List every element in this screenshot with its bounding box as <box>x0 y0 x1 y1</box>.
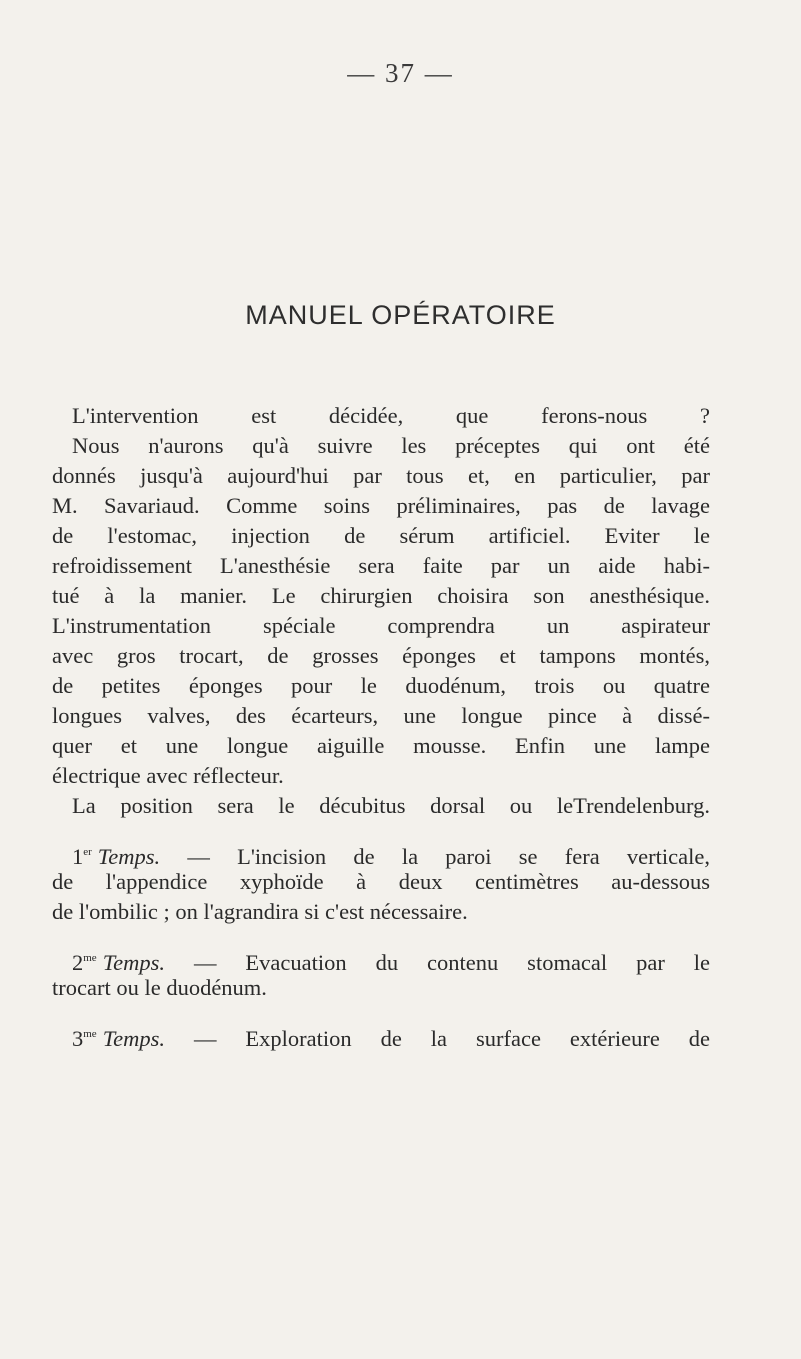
paragraph-1-line: avec gros trocart, de grosses éponges et tampons montés, <box>52 643 710 668</box>
paragraph-1-line: de petites éponges pour le duodénum, trois ou quatre <box>52 673 710 698</box>
step-ordinal: me <box>83 952 97 964</box>
paragraph-1-line: quer et une longue aiguille mousse. Enfin une lampe <box>52 733 710 758</box>
paragraph-1-line: électrique avec réflecteur. <box>52 763 284 788</box>
paragraph-1-line: L'intervention est décidée, que ferons-nous ? <box>72 403 710 428</box>
step-label: Temps. <box>97 844 161 869</box>
page-number: — 37 — <box>347 58 454 88</box>
paragraph-1-line: tué à la manier. Le chirurgien choisira son anesthésique. <box>52 583 710 608</box>
paragraph-1-line: refroidissement L'anesthésie sera faite par un aide habi- <box>52 553 710 578</box>
step-text: — Exploration de la surface extérieure de <box>193 1026 710 1051</box>
step-1-line <box>72 837 710 867</box>
step-text: — Evacuation du contenu stomacal par le <box>193 950 711 975</box>
step-3-line <box>72 1019 710 1049</box>
paragraph-1-line: de l'estomac, injection de sérum artificiel. Eviter le <box>52 523 710 548</box>
paragraph-1-line: donnés jusqu'à aujourd'hui par tous et, en particulier, par <box>52 463 710 488</box>
page-heading: MANUEL OPÉRATOIRE <box>245 300 556 330</box>
step-1-line: de l'appendice xyphoïde à deux centimètres au-dessous <box>52 869 710 894</box>
step-2-line <box>72 943 710 973</box>
step-number: 2 <box>72 950 84 975</box>
step-2-line: trocart ou le duodénum. <box>52 975 267 1000</box>
step-text: — L'incision de la paroi se fera verticale, <box>187 844 710 869</box>
step-ordinal: er <box>83 846 92 858</box>
step-label: Temps. <box>102 1026 166 1051</box>
step-ordinal: me <box>83 1028 97 1040</box>
paragraph-1-line: M. Savariaud. Comme soins préliminaires, pas de lavage <box>52 493 710 518</box>
step-number: 3 <box>72 1026 84 1051</box>
paragraph-1-line: longues valves, des écarteurs, une longue pince à dissé- <box>52 703 710 728</box>
paragraph-1-line: Nous n'aurons qu'à suivre les préceptes qui ont été <box>72 433 710 458</box>
step-label: Temps. <box>102 950 166 975</box>
step-number: 1 <box>72 844 84 869</box>
paragraph-2-line: La position sera le décubitus dorsal ou leTrendelenburg. <box>72 793 710 818</box>
paragraph-1-line: L'instrumentation spéciale comprendra un aspirateur <box>52 613 710 638</box>
step-1-line: de l'ombilic ; on l'agrandira si c'est nécessaire. <box>52 899 468 924</box>
